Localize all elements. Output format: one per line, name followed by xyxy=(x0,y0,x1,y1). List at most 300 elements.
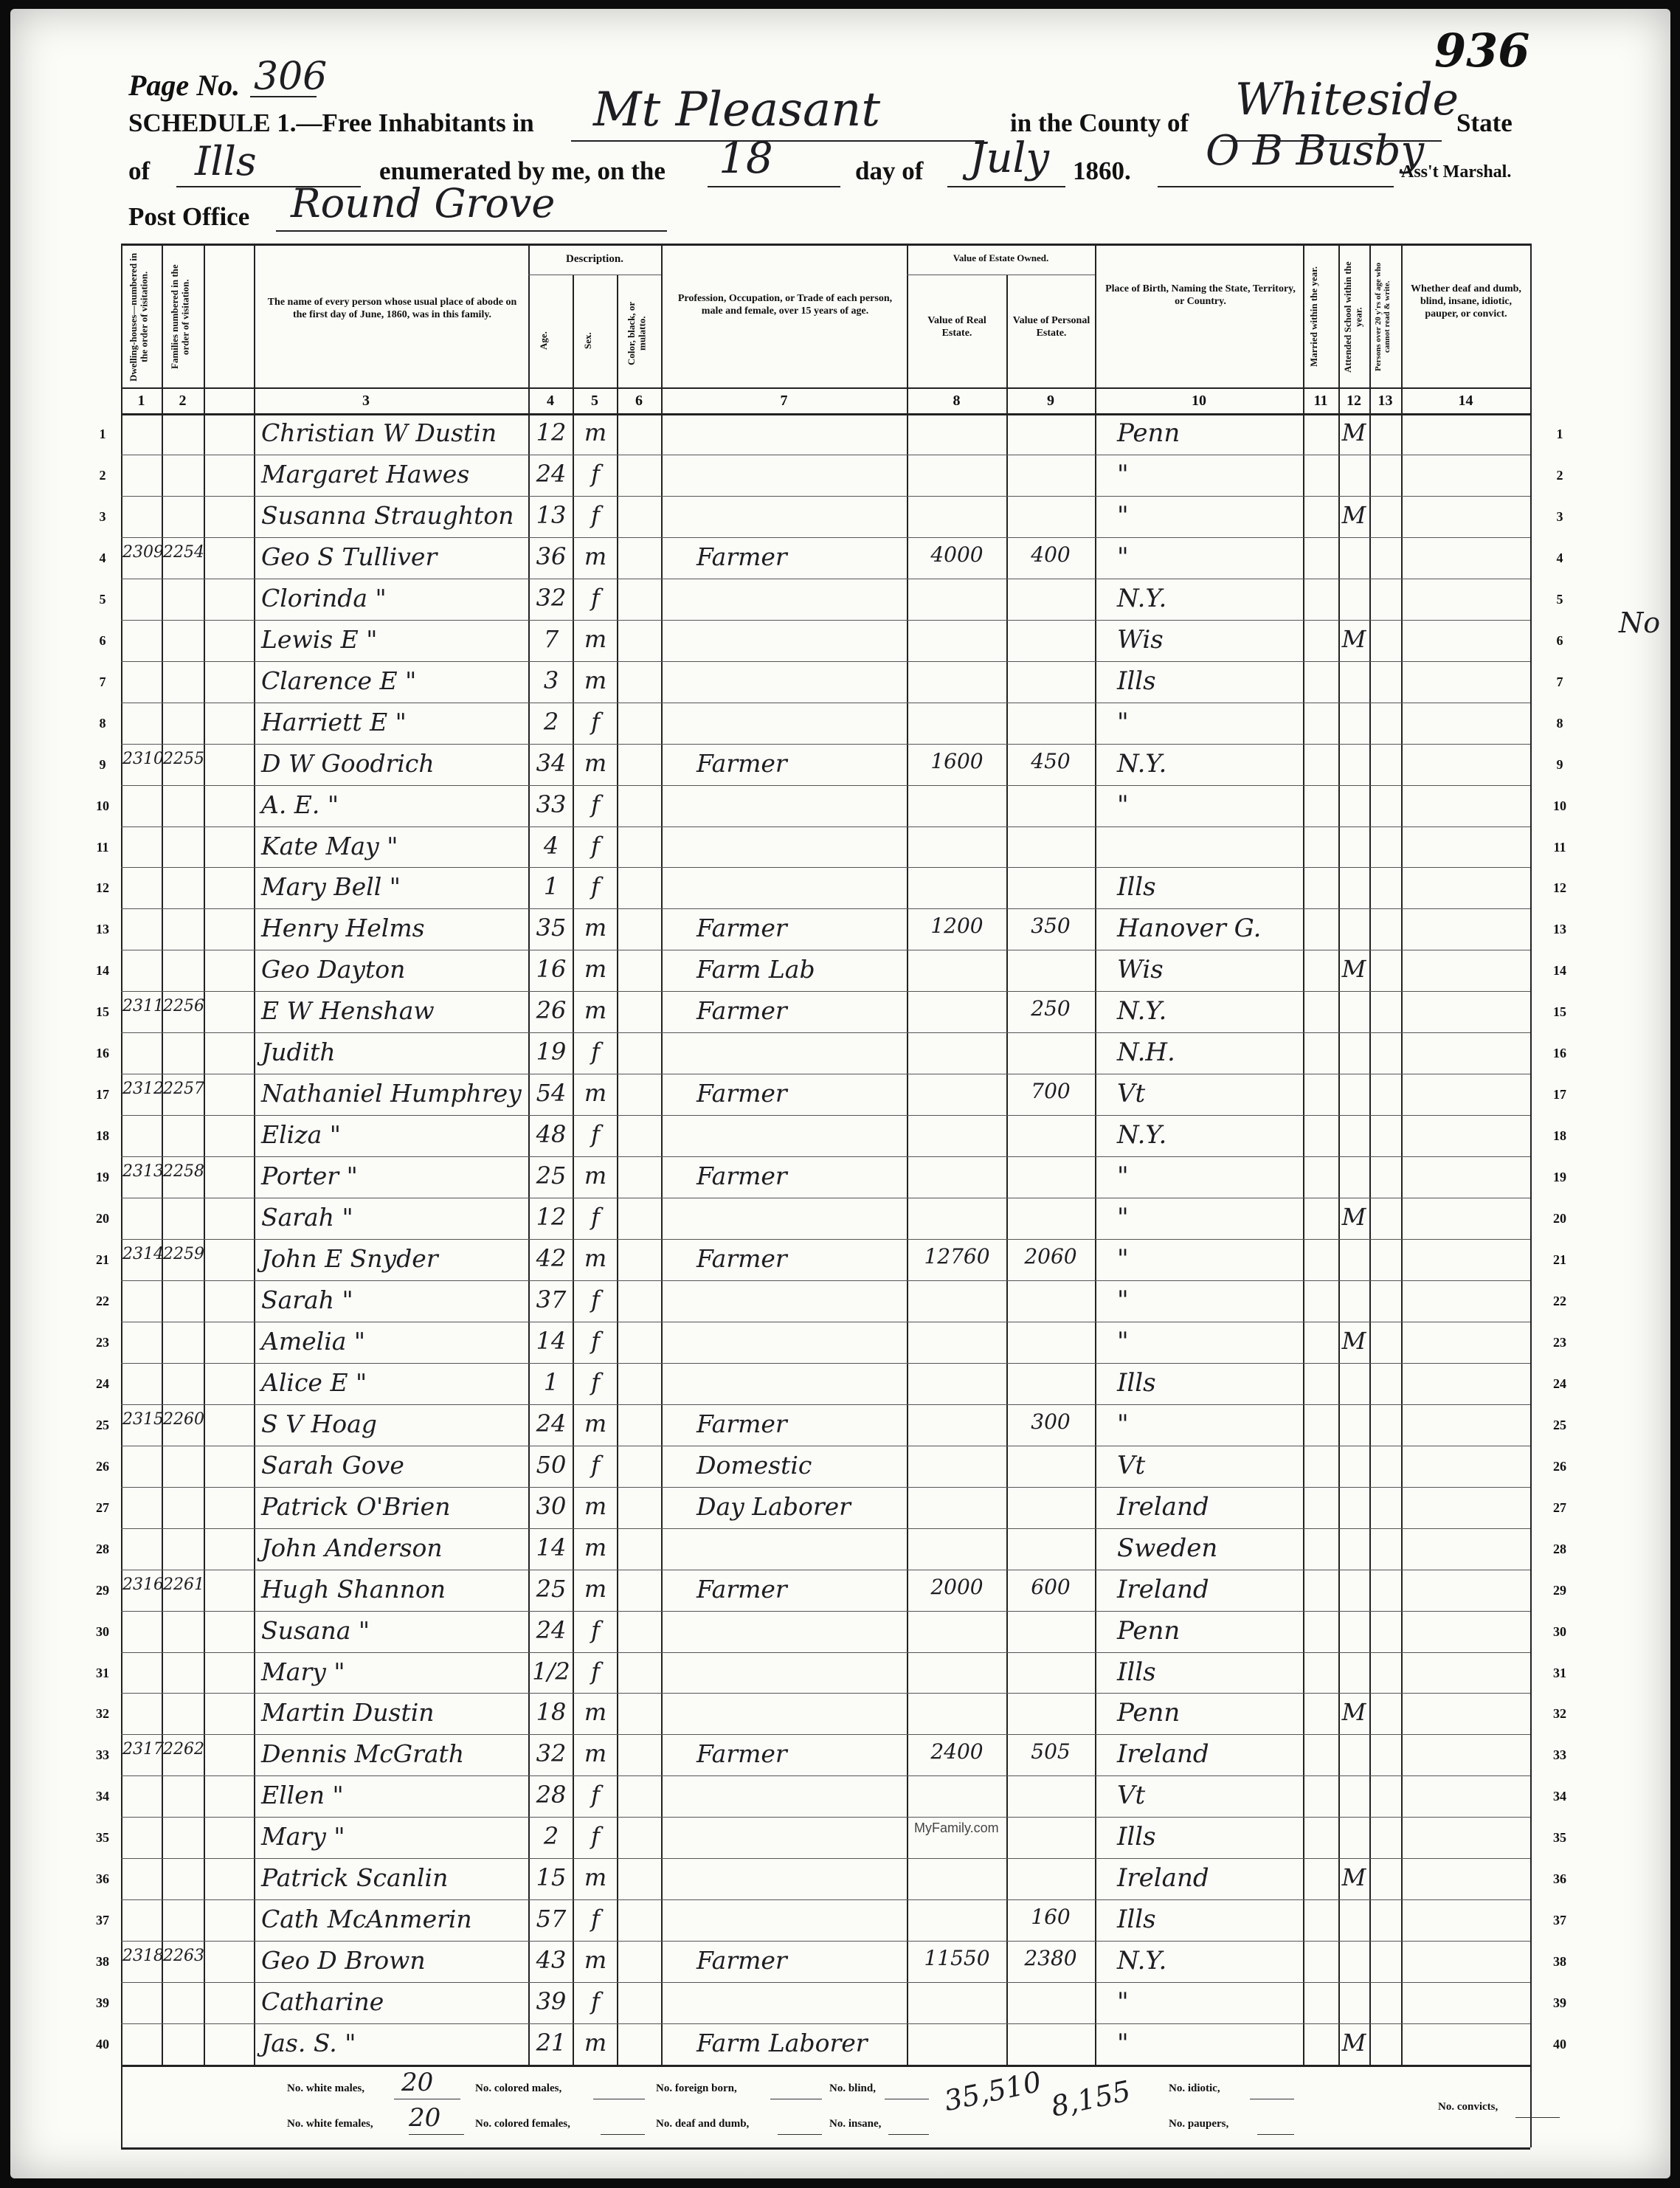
cell-school: M xyxy=(1341,418,1366,446)
cell-personal: 505 xyxy=(1031,1739,1071,1764)
cell-school: M xyxy=(1341,624,1366,653)
rownum-left: 25 xyxy=(96,1417,109,1432)
cell-sex: m xyxy=(584,1863,607,1892)
cell-family: 2263 xyxy=(163,1947,204,1966)
cell-name: Judith xyxy=(261,1038,336,1067)
rownum-right: 35 xyxy=(1553,1830,1566,1846)
cell-real: 1600 xyxy=(930,748,984,773)
cell-age: 25 xyxy=(536,1574,567,1603)
rownum-left: 31 xyxy=(96,1665,109,1680)
cell-age: 35 xyxy=(536,914,567,942)
rownum-right: 24 xyxy=(1553,1376,1566,1391)
col-num: 5 xyxy=(591,393,598,409)
cell-birth: N.H. xyxy=(1117,1038,1175,1068)
cell-birth: Ireland xyxy=(1117,1739,1209,1770)
col-num: 11 xyxy=(1313,393,1328,409)
cell-family: 2255 xyxy=(163,749,204,768)
cell-birth: " xyxy=(1117,1285,1129,1315)
cell-sex: m xyxy=(584,1491,607,1520)
cell-name: Susana " xyxy=(261,1615,370,1645)
cell-age: 2 xyxy=(543,707,559,736)
cell-birth: Ills xyxy=(1117,1905,1156,1935)
cell-dwelling: 2313 xyxy=(122,1162,164,1181)
rownum-left: 9 xyxy=(99,756,106,772)
cell-dwelling: 2309 xyxy=(122,542,164,562)
rownum-right: 19 xyxy=(1553,1170,1566,1185)
cell-name: D W Goodrich xyxy=(261,748,435,778)
cell-age: 57 xyxy=(536,1905,567,1933)
cell-personal: 250 xyxy=(1031,996,1071,1021)
cell-name: Mary " xyxy=(261,1822,345,1851)
marshal-label: Ass't Marshal. xyxy=(1401,162,1512,182)
post-office-name: Round Grove xyxy=(291,180,556,227)
cell-sex: f xyxy=(591,1203,600,1232)
cell-age: 1 xyxy=(543,1367,559,1396)
cell-name: Porter " xyxy=(261,1162,358,1191)
cell-age: 24 xyxy=(536,1409,567,1438)
cell-sex: m xyxy=(584,1574,607,1603)
cell-birth: " xyxy=(1117,1409,1129,1439)
cell-birth: Ills xyxy=(1117,666,1156,696)
cell-name: Geo Dayton xyxy=(261,955,406,984)
cell-dwelling: 2312 xyxy=(122,1080,164,1099)
rownum-left: 36 xyxy=(96,1871,109,1887)
cell-school: M xyxy=(1341,955,1366,984)
cell-birth: Vt xyxy=(1117,1450,1146,1480)
cell-occupation: Farmer xyxy=(696,542,787,571)
cell-age: 32 xyxy=(536,583,567,612)
rownum-left: 32 xyxy=(96,1706,109,1722)
cell-sex: f xyxy=(591,1615,600,1644)
cell-sex: f xyxy=(591,1450,600,1479)
cell-birth: " xyxy=(1117,500,1129,531)
month-value: July xyxy=(969,134,1050,182)
idiotic-label: No. idiotic, xyxy=(1169,2082,1220,2094)
rownum-right: 23 xyxy=(1553,1334,1566,1350)
cell-sex: f xyxy=(591,831,600,860)
cell-age: 1 xyxy=(543,872,559,901)
deaf-dumb-label: No. deaf and dumb, xyxy=(656,2118,750,2130)
state-name: Ills xyxy=(195,138,257,184)
cell-birth: Ills xyxy=(1117,1367,1156,1398)
col-num: 9 xyxy=(1047,393,1054,409)
cell-birth: Ireland xyxy=(1117,1863,1209,1894)
cell-birth: " xyxy=(1117,1203,1129,1233)
white-females-label: No. white females, xyxy=(287,2118,373,2130)
cell-age: 12 xyxy=(536,418,567,446)
col-num: 13 xyxy=(1377,393,1393,409)
cell-name: E W Henshaw xyxy=(261,996,435,1026)
col-school-header: Attended School within the year. xyxy=(1342,261,1364,373)
cell-sex: m xyxy=(584,1162,607,1190)
cell-sex: f xyxy=(591,790,600,818)
col-occupation-header: Profession, Occupation, or Trade of each person, male and female, over 15 years of age. xyxy=(677,293,893,317)
cell-occupation: Domestic xyxy=(696,1450,812,1480)
cell-birth: Wis xyxy=(1117,624,1164,655)
cell-real: 2400 xyxy=(930,1739,984,1764)
rownum-right: 40 xyxy=(1553,2037,1566,2052)
cell-birth: " xyxy=(1117,2029,1129,2059)
rownum-right: 33 xyxy=(1553,1747,1566,1763)
cell-sex: m xyxy=(584,666,607,694)
cell-school: M xyxy=(1341,2029,1366,2057)
rownum-right: 5 xyxy=(1556,591,1563,607)
rownum-left: 11 xyxy=(96,839,109,855)
rownum-left: 30 xyxy=(96,1623,109,1639)
cell-age: 50 xyxy=(536,1450,567,1479)
cell-name: Geo D Brown xyxy=(261,1946,426,1975)
cell-age: 30 xyxy=(536,1491,567,1520)
cell-sex: m xyxy=(584,1946,607,1975)
rownum-right: 29 xyxy=(1553,1582,1566,1598)
schedule-label: SCHEDULE 1.—Free Inhabitants in xyxy=(128,108,534,137)
cell-sex: m xyxy=(584,1244,607,1272)
county-name: Whiteside xyxy=(1235,74,1459,125)
marshal-name: O B Busby xyxy=(1206,127,1425,175)
cell-name: Amelia " xyxy=(261,1326,366,1356)
cell-birth: Hanover G. xyxy=(1117,914,1262,944)
cell-age: 28 xyxy=(536,1781,567,1809)
cell-sex: m xyxy=(584,542,607,570)
cell-age: 1/2 xyxy=(532,1657,570,1685)
colored-males-label: No. colored males, xyxy=(475,2082,562,2094)
cell-family: 2259 xyxy=(163,1245,204,1263)
cell-family: 2262 xyxy=(163,1740,204,1759)
cell-school: M xyxy=(1341,1863,1366,1892)
cell-sex: f xyxy=(591,1822,600,1851)
cell-personal: 350 xyxy=(1031,914,1071,939)
cell-sex: f xyxy=(591,1285,600,1314)
rownum-right: 30 xyxy=(1553,1623,1566,1639)
cell-school: M xyxy=(1341,1203,1366,1232)
cell-sex: m xyxy=(584,748,607,777)
rownum-left: 1 xyxy=(99,427,106,441)
cell-birth: " xyxy=(1117,1162,1129,1192)
cell-name: Kate May " xyxy=(261,831,398,860)
cell-age: 37 xyxy=(536,1285,567,1314)
cell-name: Henry Helms xyxy=(261,914,425,943)
cell-name: Harriett E " xyxy=(261,707,407,736)
cell-name: Mary Bell " xyxy=(261,872,401,902)
rownum-left: 2 xyxy=(99,467,106,483)
cell-real: 12760 xyxy=(924,1244,990,1269)
township-name: Mt Pleasant xyxy=(593,83,881,137)
rownum-left: 16 xyxy=(96,1046,109,1061)
cell-name: Cath McAnmerin xyxy=(261,1905,472,1934)
cell-age: 25 xyxy=(536,1162,567,1190)
cell-sex: m xyxy=(584,624,607,653)
rownum-left: 14 xyxy=(96,963,109,979)
col-condition-header: Whether deaf and dumb, blind, insane, idiotic, pauper, or convict. xyxy=(1411,283,1521,320)
cell-occupation: Farmer xyxy=(696,996,787,1026)
cell-sex: f xyxy=(591,1326,600,1355)
cell-occupation: Farmer xyxy=(696,914,787,943)
rownum-right: 17 xyxy=(1553,1087,1566,1102)
rownum-left: 13 xyxy=(96,922,109,937)
rownum-right: 36 xyxy=(1553,1871,1566,1887)
col-married-header: Married within the year. xyxy=(1308,266,1319,367)
col-family-header: Families numbered in the order of visitation. xyxy=(169,264,191,370)
real-estate-total: 35,510 xyxy=(941,2065,1045,2118)
cell-name: Clarence E " xyxy=(261,666,417,695)
cell-age: 7 xyxy=(543,624,559,653)
cell-birth: Penn xyxy=(1117,1698,1181,1728)
cell-real: 2000 xyxy=(930,1574,984,1599)
rownum-left: 18 xyxy=(96,1128,109,1144)
rownum-right: 20 xyxy=(1553,1211,1566,1226)
rownum-left: 39 xyxy=(96,1995,109,2011)
cell-name: Ellen " xyxy=(261,1781,344,1810)
rownum-right: 16 xyxy=(1553,1046,1566,1061)
cell-age: 12 xyxy=(536,1203,567,1232)
colored-females-label: No. colored females, xyxy=(475,2118,570,2130)
col-birthplace-header: Place of Birth, Naming the State, Territory, or Country. xyxy=(1105,283,1296,307)
rownum-left: 15 xyxy=(96,1004,109,1020)
cell-birth: Vt xyxy=(1117,1781,1146,1811)
cell-age: 36 xyxy=(536,542,567,570)
cell-age: 15 xyxy=(536,1863,567,1892)
cell-occupation: Farmer xyxy=(696,1946,787,1975)
cell-sex: f xyxy=(591,707,600,736)
rownum-left: 28 xyxy=(96,1541,109,1556)
cell-personal: 160 xyxy=(1031,1905,1071,1930)
page-number: 306 xyxy=(254,55,328,99)
cell-name: Patrick Scanlin xyxy=(261,1863,449,1893)
foreign-born-label: No. foreign born, xyxy=(656,2082,737,2094)
cell-birth: " xyxy=(1117,790,1129,820)
rownum-right: 2 xyxy=(1556,467,1563,483)
cell-occupation: Farmer xyxy=(696,1739,787,1769)
rownum-right: 26 xyxy=(1553,1458,1566,1474)
watermark: MyFamily.com xyxy=(914,1821,999,1835)
cell-dwelling: 2311 xyxy=(122,997,164,1016)
rownum-left: 8 xyxy=(99,715,106,731)
rownum-left: 37 xyxy=(96,1913,109,1928)
rownum-left: 4 xyxy=(99,550,106,565)
rownum-right: 1 xyxy=(1556,427,1563,441)
rownum-left: 35 xyxy=(96,1830,109,1846)
cell-name: A. E. " xyxy=(261,790,339,819)
cell-school: M xyxy=(1341,1326,1366,1355)
cell-sex: f xyxy=(591,500,600,529)
col-num: 8 xyxy=(953,393,961,409)
rownum-right: 6 xyxy=(1556,632,1563,648)
col-num: 4 xyxy=(547,393,554,409)
rownum-left: 7 xyxy=(99,674,106,689)
cell-sex: f xyxy=(591,583,600,612)
cell-school: M xyxy=(1341,1698,1366,1727)
cell-sex: f xyxy=(591,1367,600,1396)
cell-age: 48 xyxy=(536,1120,567,1149)
cell-personal: 400 xyxy=(1031,542,1071,567)
rownum-left: 20 xyxy=(96,1211,109,1226)
cell-sex: m xyxy=(584,2029,607,2057)
cell-age: 24 xyxy=(536,1615,567,1644)
col-name-header: The name of every person whose usual place of abode on the first day of June, 1860, was in this family. xyxy=(267,297,517,320)
cell-dwelling: 2314 xyxy=(122,1245,164,1263)
cell-sex: m xyxy=(584,914,607,942)
cell-family: 2254 xyxy=(163,542,204,562)
cell-birth: " xyxy=(1117,1326,1129,1356)
col-num: 1 xyxy=(137,393,145,409)
cell-family: 2257 xyxy=(163,1080,204,1099)
cell-occupation: Farmer xyxy=(696,1409,787,1438)
cell-birth: N.Y. xyxy=(1117,748,1167,779)
cell-personal: 450 xyxy=(1031,748,1071,773)
rownum-left: 29 xyxy=(96,1582,109,1598)
cell-real: 1200 xyxy=(930,914,984,939)
rownum-right: 11 xyxy=(1553,839,1566,855)
cell-family: 2261 xyxy=(163,1575,204,1594)
rownum-left: 17 xyxy=(96,1087,109,1102)
rownum-right: 27 xyxy=(1553,1499,1566,1515)
cell-school: M xyxy=(1341,500,1366,529)
cell-dwelling: 2310 xyxy=(122,749,164,768)
col-color-header: Color, black, or mulatto. xyxy=(626,301,648,365)
rownum-right: 4 xyxy=(1556,550,1563,565)
cell-age: 3 xyxy=(543,666,559,694)
cell-name: Hugh Shannon xyxy=(261,1574,446,1604)
rownum-right: 10 xyxy=(1553,798,1566,813)
cell-sex: m xyxy=(584,1698,607,1727)
cell-dwelling: 2316 xyxy=(122,1575,164,1594)
cell-name: Christian W Dustin xyxy=(261,418,497,447)
cell-name: John E Snyder xyxy=(261,1244,438,1273)
cell-name: Martin Dustin xyxy=(261,1698,435,1728)
cell-real: 11550 xyxy=(924,1946,990,1971)
cell-age: 24 xyxy=(536,459,567,488)
cell-birth: Ills xyxy=(1117,1822,1156,1852)
cell-age: 26 xyxy=(536,996,567,1025)
census-sheet xyxy=(10,9,1670,2178)
white-males-count: 20 xyxy=(401,2068,434,2097)
rownum-left: 23 xyxy=(96,1334,109,1350)
cell-sex: m xyxy=(584,1739,607,1768)
cell-sex: m xyxy=(584,1409,607,1438)
cell-sex: f xyxy=(591,459,600,488)
blind-label: No. blind, xyxy=(829,2082,876,2094)
rownum-left: 38 xyxy=(96,1954,109,1970)
cell-sex: f xyxy=(591,1657,600,1685)
cell-name: John Anderson xyxy=(261,1533,443,1562)
cell-birth: " xyxy=(1117,707,1129,737)
cell-birth: Ills xyxy=(1117,1657,1156,1687)
rownum-right: 13 xyxy=(1553,922,1566,937)
insane-label: No. insane, xyxy=(829,2118,882,2130)
rownum-right: 31 xyxy=(1553,1665,1566,1680)
cell-sex: m xyxy=(584,1079,607,1108)
rownum-right: 34 xyxy=(1553,1789,1566,1804)
col-num: 14 xyxy=(1458,393,1473,409)
col-sex-header: Sex. xyxy=(582,332,593,350)
col-personal-estate-header: Value of Personal Estate. xyxy=(1012,315,1090,339)
cell-name: Dennis McGrath xyxy=(261,1739,465,1769)
cell-name: Patrick O'Brien xyxy=(261,1491,451,1521)
cell-birth: Ireland xyxy=(1117,1574,1209,1604)
rownum-left: 19 xyxy=(96,1170,109,1185)
rownum-right: 12 xyxy=(1553,880,1566,896)
rownum-right: 22 xyxy=(1553,1293,1566,1308)
cell-sex: f xyxy=(591,872,600,901)
cell-real: 4000 xyxy=(930,542,984,567)
cell-occupation: Farm Lab xyxy=(696,955,815,984)
cell-age: 33 xyxy=(536,790,567,818)
cell-sex: m xyxy=(584,1533,607,1561)
cell-name: Nathaniel Humphrey xyxy=(261,1079,522,1108)
cell-name: Margaret Hawes xyxy=(261,459,470,489)
year-value: 1860. xyxy=(1073,156,1131,185)
cell-age: 14 xyxy=(536,1533,567,1561)
cell-birth: Wis xyxy=(1117,955,1164,985)
cell-sex: f xyxy=(591,1987,600,2016)
cell-occupation: Farmer xyxy=(696,748,787,778)
cell-name: Mary " xyxy=(261,1657,345,1686)
cell-birth: " xyxy=(1117,542,1129,572)
cell-name: Clorinda " xyxy=(261,583,387,612)
cell-name: Susanna Straughton xyxy=(261,500,514,530)
cell-age: 13 xyxy=(536,500,567,529)
rownum-left: 34 xyxy=(96,1789,109,1804)
rownum-left: 27 xyxy=(96,1499,109,1515)
cell-dwelling: 2317 xyxy=(122,1740,164,1759)
cell-personal: 700 xyxy=(1031,1079,1071,1104)
rownum-left: 26 xyxy=(96,1458,109,1474)
cell-occupation: Farmer xyxy=(696,1079,787,1108)
col-num: 10 xyxy=(1192,393,1206,409)
cell-sex: f xyxy=(591,1905,600,1933)
cell-sex: f xyxy=(591,1781,600,1809)
estate-header: Value of Estate Owned. xyxy=(953,252,1049,263)
cell-birth: Ireland xyxy=(1117,1491,1209,1522)
rownum-left: 33 xyxy=(96,1747,109,1763)
rownum-right: 32 xyxy=(1553,1706,1566,1722)
cell-dwelling: 2318 xyxy=(122,1947,164,1966)
cell-name: Jas. S. " xyxy=(261,2029,356,2058)
cell-sex: m xyxy=(584,955,607,984)
cell-birth: N.Y. xyxy=(1117,583,1167,613)
cell-age: 19 xyxy=(536,1038,567,1066)
cell-age: 14 xyxy=(536,1326,567,1355)
rownum-right: 8 xyxy=(1556,715,1563,731)
stamp-number: 936 xyxy=(1434,24,1530,77)
cell-birth: N.Y. xyxy=(1117,1120,1167,1150)
cell-personal: 2060 xyxy=(1024,1244,1077,1269)
rownum-left: 10 xyxy=(96,798,109,813)
col-illiterate-header: Persons over 20 y'rs of age who cannot read & write. xyxy=(1374,262,1392,372)
cell-age: 43 xyxy=(536,1946,567,1975)
cell-age: 34 xyxy=(536,748,567,777)
col-num: 3 xyxy=(362,393,370,409)
of-label: of xyxy=(128,156,151,185)
cell-birth: " xyxy=(1117,1987,1129,2018)
cell-sex: f xyxy=(591,1038,600,1066)
rownum-right: 14 xyxy=(1553,963,1566,979)
rownum-left: 24 xyxy=(96,1376,109,1391)
rownum-left: 6 xyxy=(99,632,106,648)
cell-family: 2256 xyxy=(163,997,204,1016)
cell-dwelling: 2315 xyxy=(122,1409,164,1429)
cell-occupation: Farmer xyxy=(696,1162,787,1191)
cell-name: Lewis E " xyxy=(261,624,378,654)
col-num: 12 xyxy=(1347,393,1361,409)
cell-occupation: Farmer xyxy=(696,1574,787,1604)
cell-age: 2 xyxy=(543,1822,559,1851)
cell-birth: N.Y. xyxy=(1117,1946,1167,1976)
cell-age: 21 xyxy=(536,2029,567,2057)
rownum-right: 39 xyxy=(1553,1995,1566,2011)
cell-name: Alice E " xyxy=(261,1367,367,1397)
personal-estate-total: 8,155 xyxy=(1048,2074,1134,2123)
